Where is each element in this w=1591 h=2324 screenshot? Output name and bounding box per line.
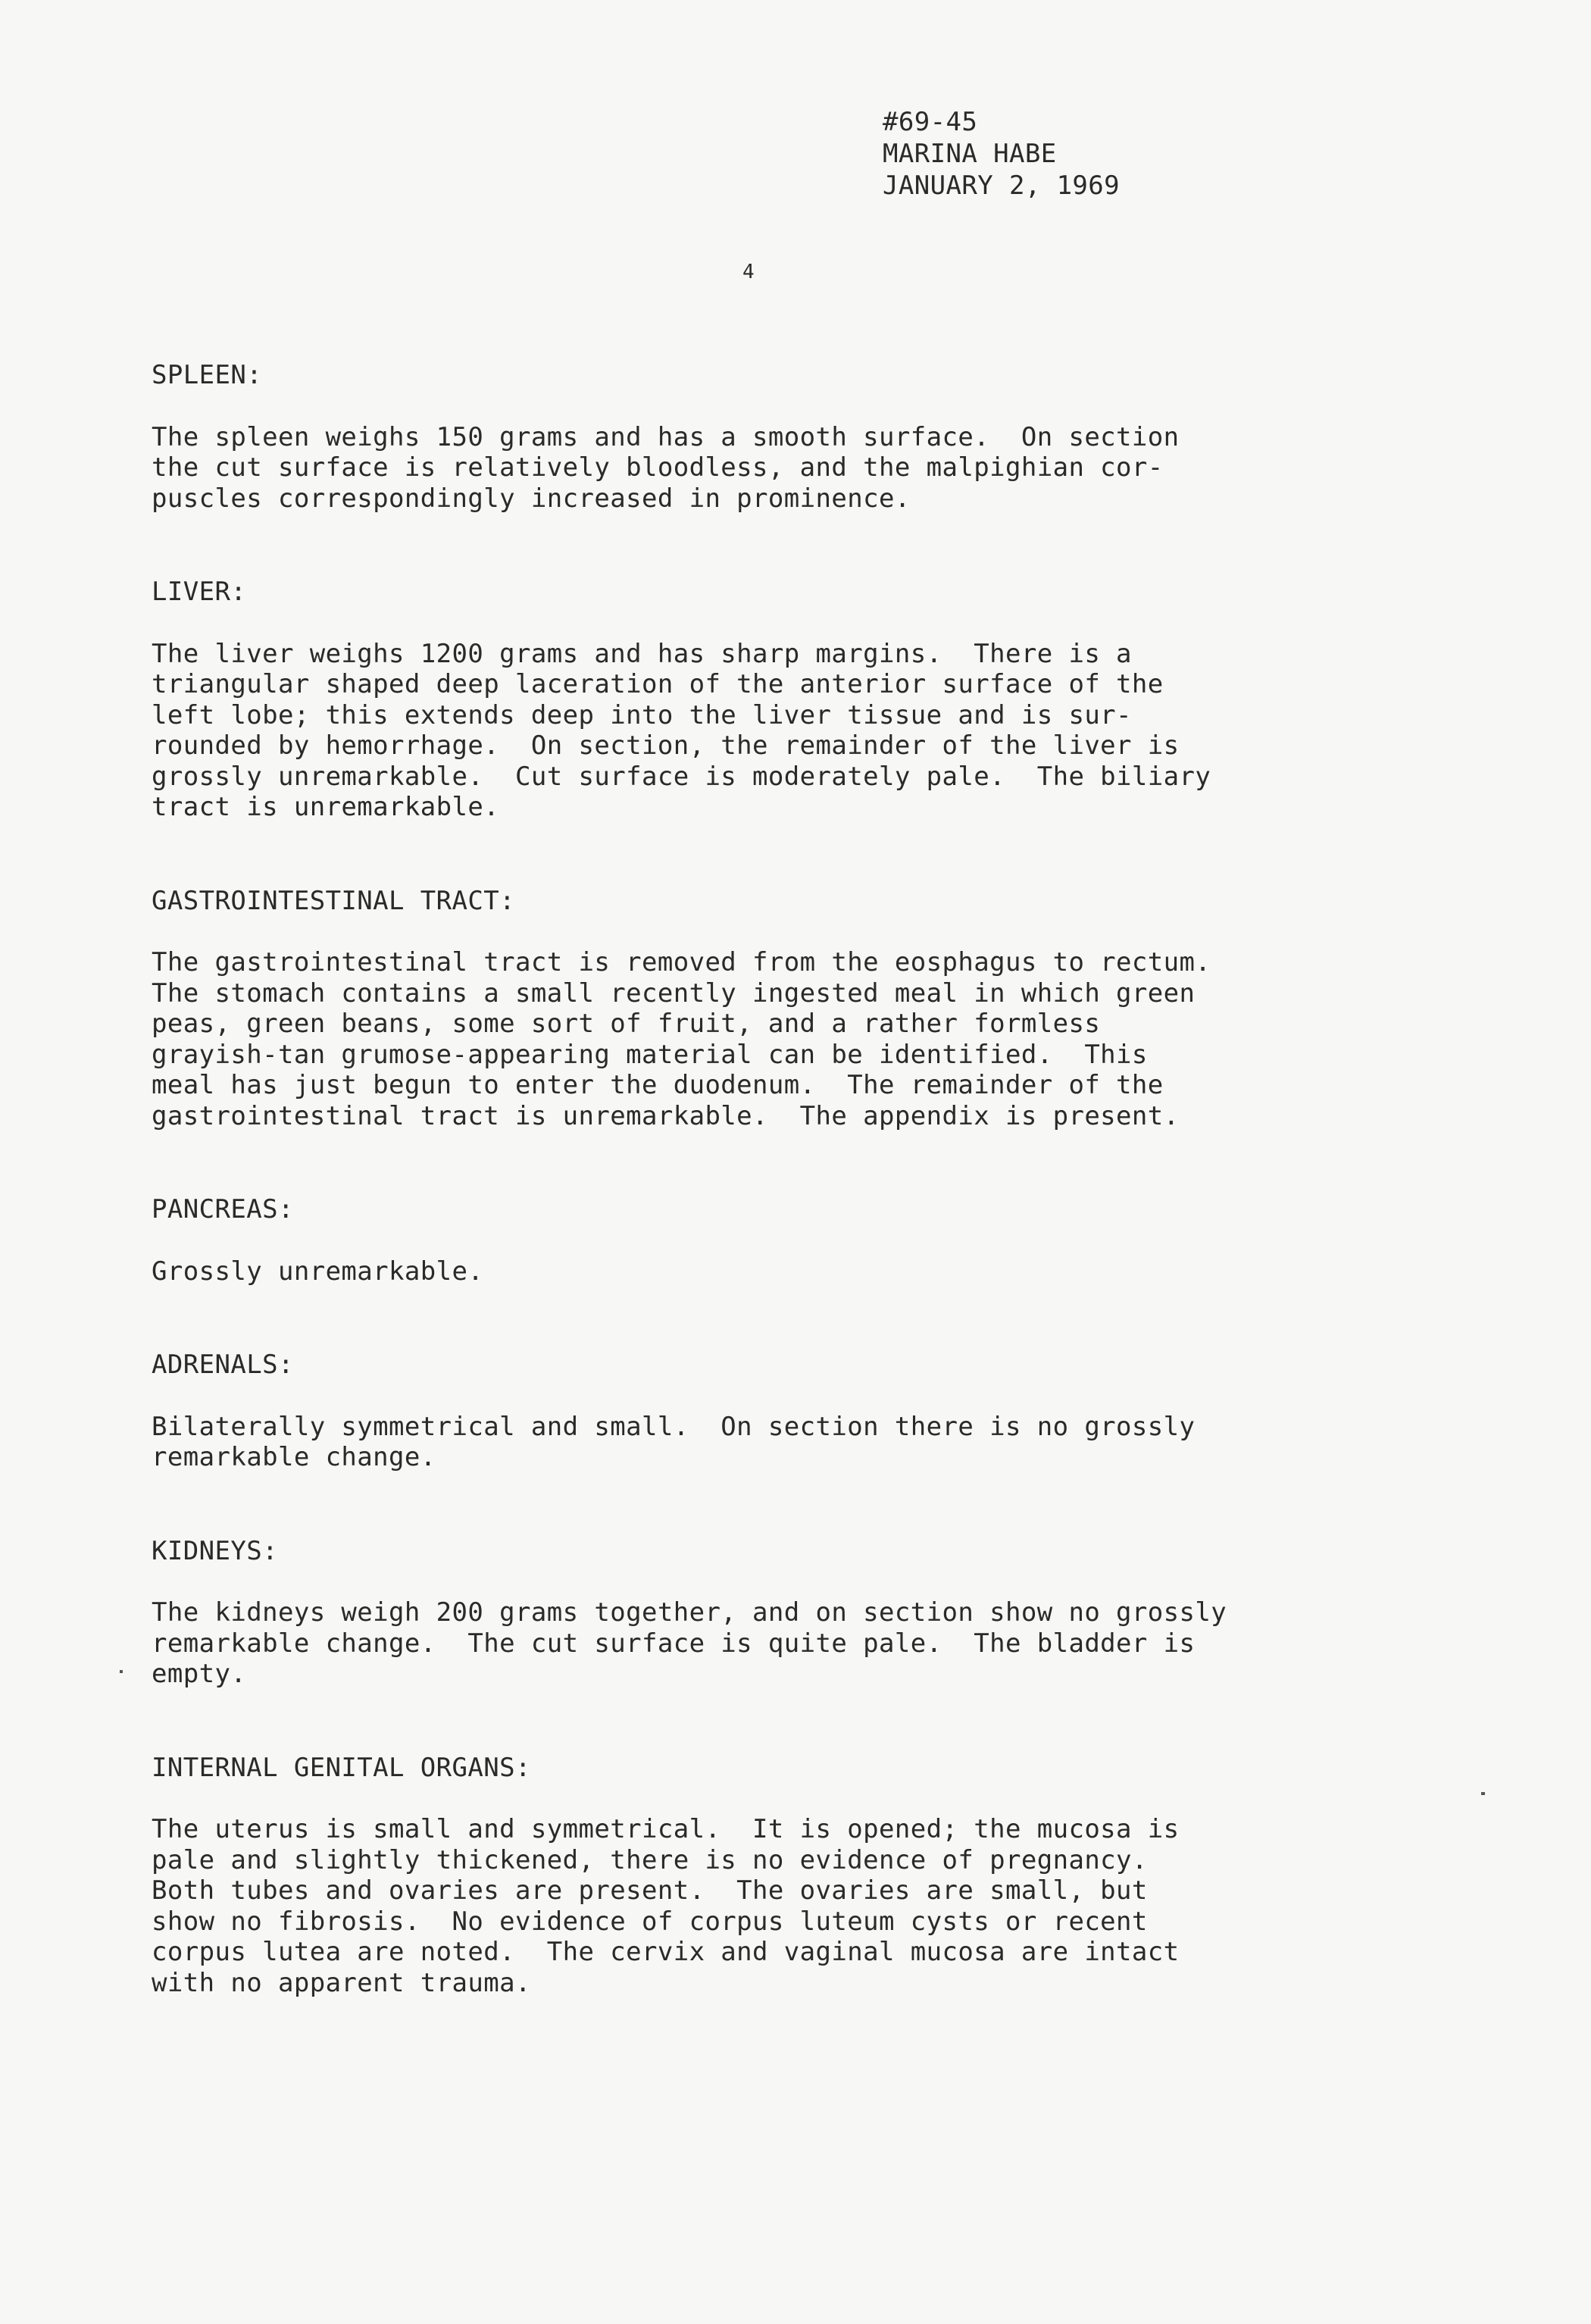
text-line: tract is unremarkable. (152, 792, 500, 822)
text-line: Both tubes and ovaries are present. The ovaries are small, but (152, 1875, 1148, 1906)
section-heading: LIVER: (152, 577, 247, 607)
text-line: corpus lutea are noted. The cervix and vaginal mucosa are intact (152, 1937, 1180, 1967)
section-text (152, 1597, 1424, 1690)
text-line: pale and slightly thickened, there is no evidence of pregnancy. (152, 1844, 1148, 1875)
section-adrenals (152, 1350, 1424, 1473)
patient-name: MARINA HABE (883, 139, 1057, 169)
text-line: grayish-tan grumose-appearing material can be identified. This (152, 1039, 1148, 1070)
text-line: the cut surface is relatively bloodless, and the malpighian cor- (152, 452, 1164, 483)
page-number: 4 (742, 261, 755, 283)
text-line: remarkable change. The cut surface is quite pale. The bladder is (152, 1628, 1196, 1659)
text-line: empty. (152, 1659, 247, 1689)
text-line: rounded by hemorrhage. On section, the remainder of the liver is (152, 730, 1180, 761)
text-line: left lobe; this extends deep into the liver tissue and is sur- (152, 699, 1132, 730)
section-text (152, 1256, 1424, 1287)
text-line: The spleen weighs 150 grams and has a smooth surface. On section (152, 421, 1180, 452)
section-liver (152, 577, 1424, 823)
text-line: The uterus is small and symmetrical. It is opened; the mucosa is (152, 1814, 1180, 1844)
section-heading: INTERNAL GENITAL ORGANS: (152, 1752, 531, 1783)
text-line: The gastrointestinal tract is removed from the eosphagus to rectum. (152, 947, 1211, 977)
section-spleen (152, 360, 1424, 514)
text-line: remarkable change. (152, 1442, 436, 1472)
text-line: grossly unremarkable. Cut surface is moderately pale. The biliary (152, 761, 1211, 792)
section-gastrointestinal-tract (152, 886, 1424, 1132)
report-date: JANUARY 2, 1969 (883, 170, 1121, 201)
text-line: peas, green beans, some sort of fruit, and a rather formless (152, 1009, 1101, 1039)
case-number: #69-45 (883, 107, 978, 137)
scan-speck (1481, 1792, 1485, 1795)
text-line: gastrointestinal tract is unremarkable. The appendix is present. (152, 1100, 1180, 1131)
document-header (883, 106, 1120, 202)
text-line: triangular shaped deep laceration of the anterior surface of the (152, 669, 1164, 699)
section-text (152, 1814, 1424, 1998)
section-heading: KIDNEYS: (152, 1535, 278, 1566)
section-heading: SPLEEN: (152, 360, 263, 390)
scan-speck (120, 1670, 123, 1673)
text-line: with no apparent trauma. (152, 1967, 531, 1998)
text-line: The liver weighs 1200 grams and has sharp margins. There is a (152, 638, 1132, 669)
text-line: Bilaterally symmetrical and small. On section there is no grossly (152, 1411, 1196, 1442)
text-line: Grossly unremarkable. (152, 1256, 484, 1287)
text-line: puscles correspondingly increased in prominence. (152, 483, 911, 514)
section-internal-genital-organs (152, 1753, 1424, 1999)
section-kidneys (152, 1536, 1424, 1690)
text-line: The stomach contains a small recently ingested meal in which green (152, 977, 1196, 1009)
text-line: The kidneys weigh 200 grams together, and on section show no grossly (152, 1597, 1227, 1628)
section-heading: PANCREAS: (152, 1194, 294, 1225)
section-text (152, 947, 1424, 1131)
text-line: meal has just begun to enter the duodenum. The remainder of the (152, 1070, 1164, 1100)
text-line: show no fibrosis. No evidence of corpus luteum cysts or recent (152, 1906, 1148, 1937)
section-pancreas (152, 1194, 1424, 1287)
section-heading: ADRENALS: (152, 1350, 294, 1380)
report-body (152, 360, 1424, 1998)
section-text (152, 422, 1424, 515)
section-text (152, 1412, 1424, 1473)
section-text (152, 639, 1424, 823)
section-heading: GASTROINTESTINAL TRACT: (152, 885, 516, 916)
